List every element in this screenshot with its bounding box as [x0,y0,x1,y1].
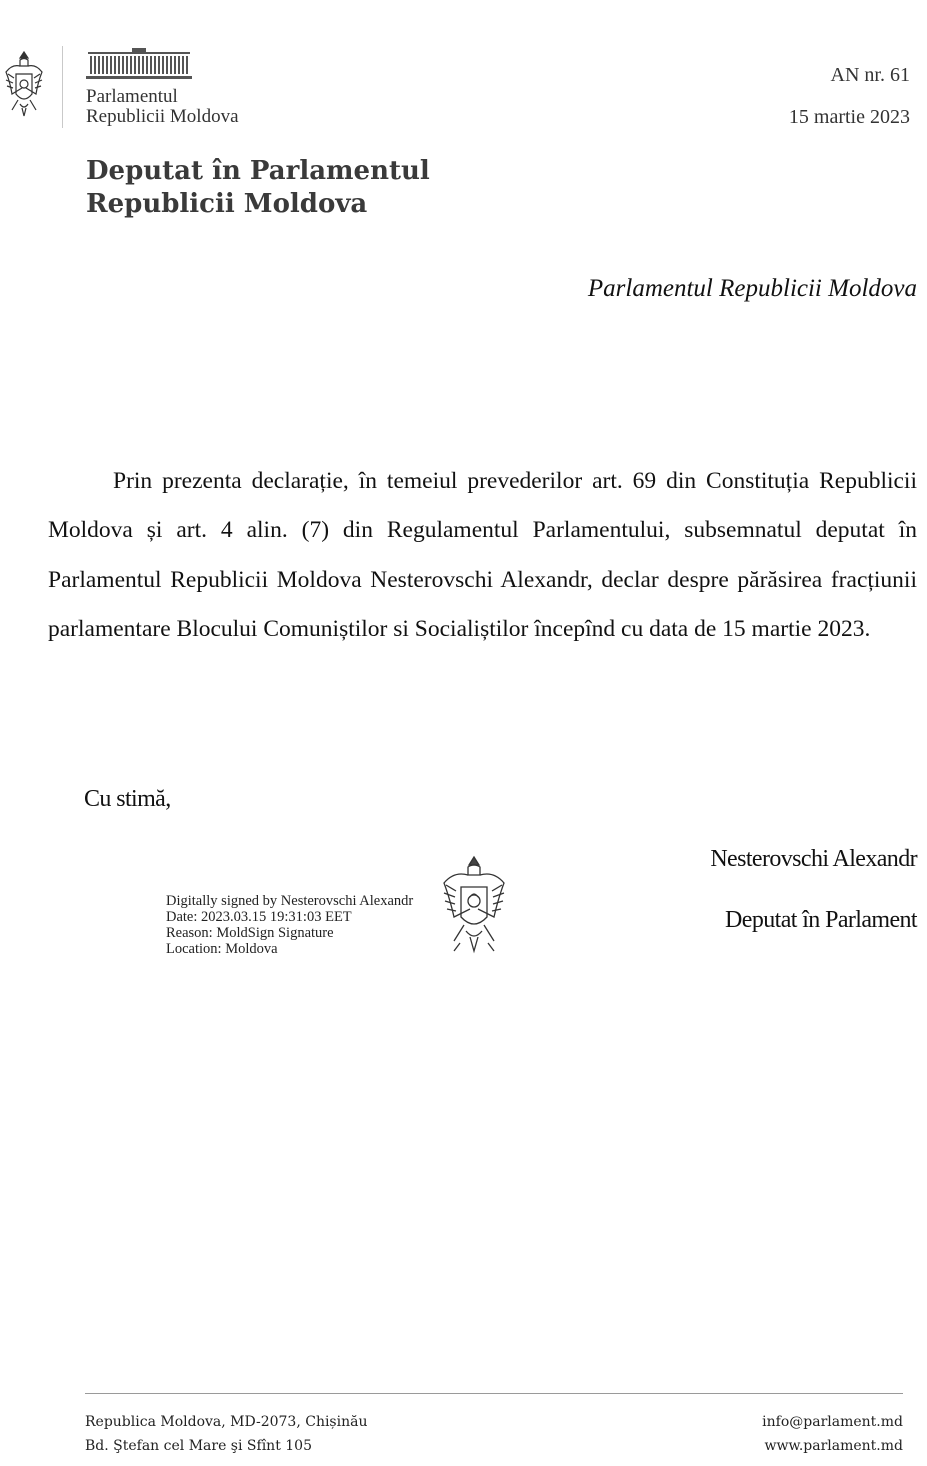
digital-signature-reason: Reason: MoldSign Signature [166,925,334,941]
digital-signature-signed-by: Digitally signed by Nesterovschi Alexandr [166,893,414,909]
organization-name [86,87,239,127]
sender-title [86,155,430,221]
logo-divider [62,46,63,128]
footer-address-line1: Republica Moldova, MD-2073, Chișinău [85,1414,368,1430]
footer-divider [85,1393,903,1394]
signatory-position: Deputat în Parlament [725,907,917,933]
org-name-line1: Parlamentul [86,86,178,107]
footer-address-line2: Bd. Ştefan cel Mare şi Sfînt 105 [85,1438,312,1454]
parliament-building-icon [86,48,192,80]
salutation: Cu stimă, [84,786,171,812]
org-name-line2: Republicii Moldova [86,106,239,127]
declaration-body [48,457,917,655]
moldova-coat-of-arms-icon [0,48,48,122]
footer-contacts [762,1410,903,1458]
footer-email[interactable]: info@parlament.md [762,1414,903,1430]
signatory-name: Nesterovschi Alexandr [710,846,917,872]
declaration-paragraph: Prin prezenta declarație, în temeiul prevederilor art. 69 din Constituția Republicii Moldova și art. 4 alin. (7) din Regulamentul Parlamentului, subsemnatul deputat în Parlamentul Republicii Moldova Nesterovschi Alexandr, declar despre părăsirea fracțiunii parlamentare Blocului Comuniștilor si Socialiștilor începînd cu data de 15 martie 2023. [48,468,917,643]
reference-date: 15 martie 2023 [788,106,910,128]
footer-website[interactable]: www.parlament.md [764,1438,903,1454]
digital-signature-location: Location: Moldova [166,941,278,957]
sender-title-line2: Republicii Moldova [86,189,368,219]
footer-address [85,1410,367,1458]
signature-coat-of-arms-icon [436,853,512,959]
reference-number: AN nr. 61 [830,64,910,86]
addressee: Parlamentul Republicii Moldova [587,275,917,302]
digital-signature-details [166,893,413,957]
digital-signature-date: Date: 2023.03.15 19:31:03 EET [166,909,352,925]
sender-title-line1: Deputat în Parlamentul [86,156,430,186]
